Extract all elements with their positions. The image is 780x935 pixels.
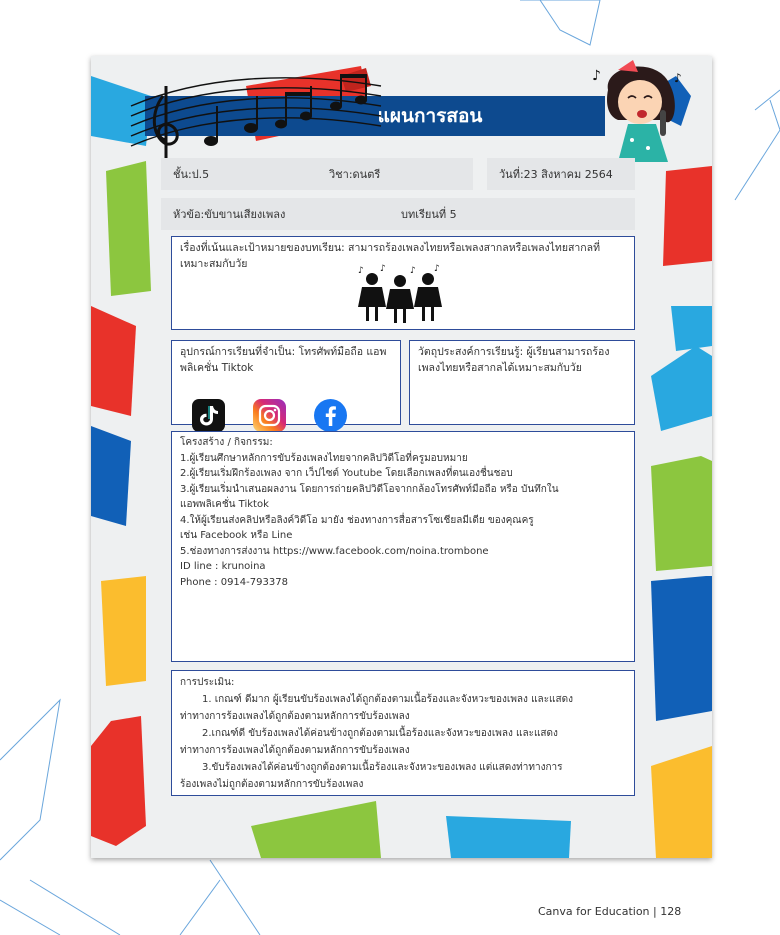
- lesson-number-label: บทเรียนที่ 5: [401, 208, 457, 221]
- assessment-line-2: ท่าทางการร้องเพลงได้ถูกต้องตามหลักการขับร้องเพลง: [180, 711, 410, 722]
- materials-text: อุปกรณ์การเรียนที่จำเป็น: โทรศัพท์มือถือ แอพพลิเคชั่น Tiktok: [180, 346, 387, 374]
- page-title: แผนการสอน: [377, 105, 483, 127]
- grade-field: [161, 158, 317, 190]
- app-icons: [192, 399, 347, 432]
- structure-line-3: 3.ผู้เรียนเริ่มนำเสนอผลงาน โดยการถ่ายคลิปวิดีโอจากกล้องโทรศัพท์มือถือ หรือ บันทึกใน: [180, 483, 559, 495]
- assessment-heading: การประเมิน:: [180, 677, 235, 688]
- objective-text: วัตถุประสงค์การเรียนรู้: ผู้เรียนสามารถร้องเพลงไทยหรือสากลได้เหมาะสมกับวัย: [418, 346, 610, 374]
- svg-text:♪: ♪: [592, 68, 601, 84]
- svg-text:♪: ♪: [410, 266, 416, 276]
- singing-girl-illustration: [588, 60, 688, 162]
- structure-line-2: 2.ผู้เรียนเริ่มฝึกร้องเพลง จาก เว็ปไซต์ Youtube โดยเลือกเพลงที่ตนเองชื่นชอบ: [180, 468, 513, 479]
- instagram-icon: [253, 399, 286, 432]
- svg-text:♪: ♪: [434, 264, 440, 274]
- facebook-icon: [314, 399, 347, 432]
- focus-box: [171, 236, 635, 330]
- lesson-number-field: [389, 198, 635, 230]
- materials-box: [171, 340, 401, 425]
- svg-text:♪: ♪: [380, 264, 386, 274]
- topic-field: [161, 198, 389, 230]
- objective-box: [409, 340, 635, 425]
- subject-label: วิชา:ดนตรี: [329, 168, 381, 181]
- tiktok-icon: [192, 399, 225, 432]
- structure-line-1: 1.ผู้เรียนศึกษาหลักการขับร้องเพลงไทยจากคลิปวิดีโอที่ครูมอบหมาย: [180, 452, 468, 464]
- structure-line-9: Phone : 0914-793378: [180, 576, 288, 588]
- focus-text: เรื่องที่เน้นและเป้าหมายของบทเรียน: สามารถร้องเพลงไทยหรือเพลงสากลหรือเพลงไทยสากลที่เหมาะสมกับวัย: [180, 242, 601, 270]
- assessment-line-6: ร้องเพลงไม่ถูกต้องตามหลักการขับร้องเพลง: [180, 779, 364, 790]
- svg-text:♪: ♪: [358, 266, 364, 276]
- structure-heading: โครงสร้าง / กิจกรรม:: [180, 437, 273, 448]
- assessment-line-3: 2.เกณฑ์ดี ขับร้องเพลงได้ค่อนข้างถูกต้องตามเนื้อร้องและจังหวะของเพลง และแสดง: [202, 728, 558, 739]
- svg-text:♪: ♪: [674, 71, 682, 85]
- music-notes-illustration: [121, 66, 391, 166]
- assessment-line-1: 1. เกณฑ์ ดีมาก ผู้เรียนขับร้องเพลงได้ถูกต้องตามเนื้อร้องและจังหวะของเพลง และแสดง: [202, 694, 573, 705]
- grade-label: ชั้น:ป.5: [173, 168, 210, 181]
- structure-line-4: แอพพลิเคชั่น Tiktok: [180, 499, 269, 510]
- choir-singers-icon: [350, 263, 450, 325]
- assessment-box: [171, 670, 635, 796]
- assessment-line-5: 3.ขับร้องเพลงได้ค่อนข้างถูกต้องตามเนื้อร้องและจังหวะของเพลง แต่แสดงท่าทางการ: [202, 762, 563, 773]
- topic-label: หัวข้อ:ขับขานเสียงเพลง: [173, 208, 286, 221]
- lesson-plan-sheet: [91, 56, 712, 858]
- structure-line-8: ID line : krunoina: [180, 561, 266, 572]
- structure-line-7: 5.ช่องทางการส่งงาน https://www.facebook.com/noina.trombone: [180, 545, 489, 557]
- subject-field: [317, 158, 473, 190]
- assessment-line-4: ท่าทางการร้องเพลงได้ถูกต้องตามหลักการขับร้องเพลง: [180, 745, 410, 756]
- structure-line-5: 4.ให้ผู้เรียนส่งคลิปหรือลิงค์วิดีโอ มายัง ช่องทางการสื่อสารโซเชียลมีเดีย ของคุณครู: [180, 514, 534, 526]
- structure-box: [171, 431, 635, 662]
- structure-line-6: เช่น Facebook หรือ Line: [180, 530, 293, 541]
- date-field: [487, 158, 635, 190]
- page-footer: Canva for Education | 128: [538, 905, 682, 918]
- date-label: วันที่:23 สิงหาคม 2564: [499, 168, 613, 181]
